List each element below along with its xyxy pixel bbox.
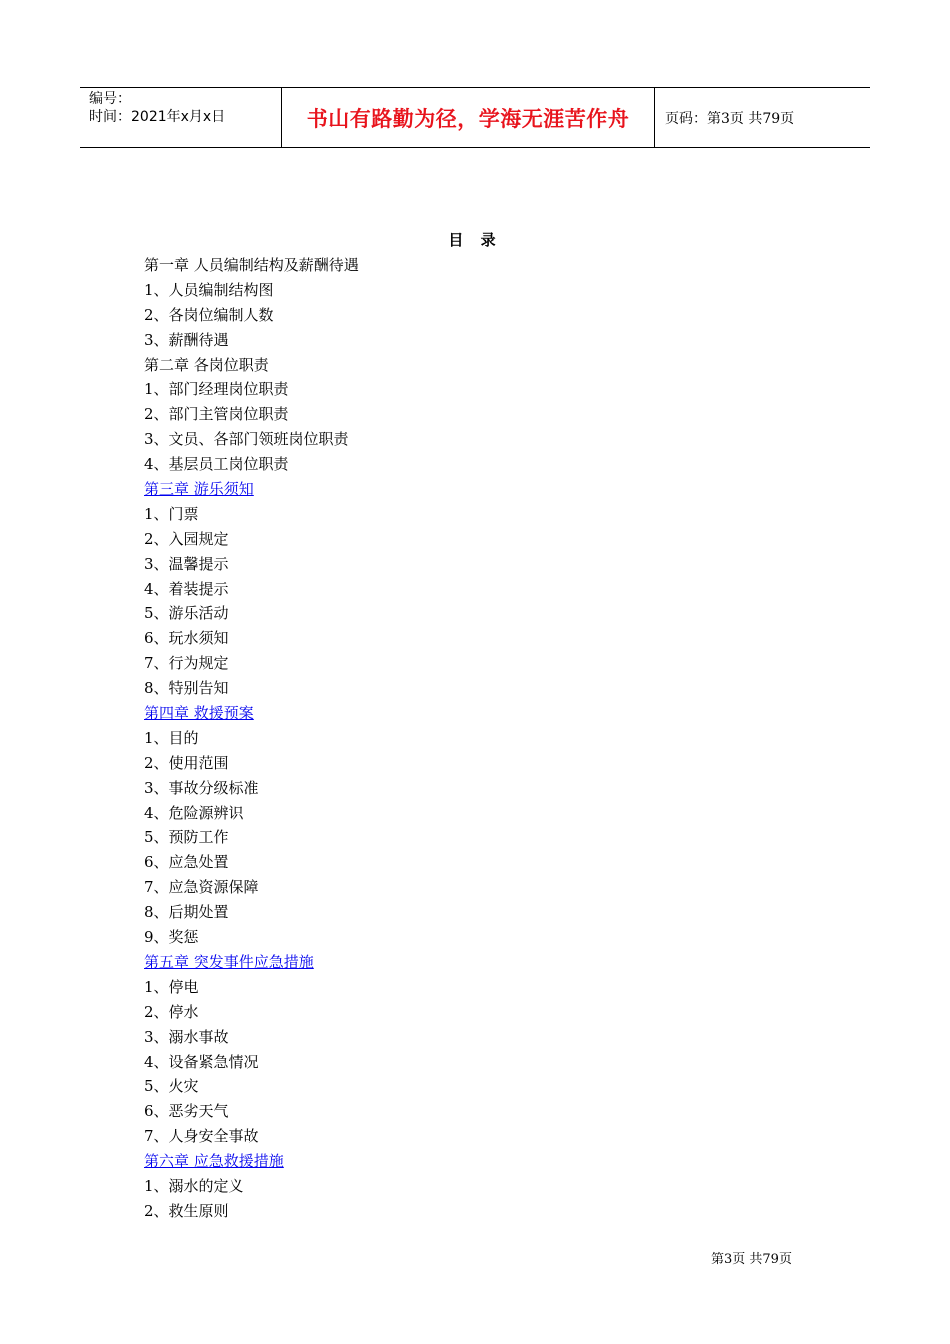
toc-item: 9、奖惩 (144, 928, 199, 947)
toc-item: 1、溺水的定义 (144, 1176, 244, 1195)
toc-item: 4、着装提示 (144, 579, 229, 598)
toc-item: 4、设备紧急情况 (144, 1052, 259, 1071)
toc-chapter-link[interactable]: 第六章 应急救援措施 (144, 1152, 284, 1171)
toc-item: 3、溺水事故 (144, 1027, 229, 1046)
toc-item: 第一章 人员编制结构及薪酬待遇 (144, 256, 359, 274)
toc-item: 2、救生原则 (144, 1201, 229, 1220)
toc-item: 7、应急资源保障 (144, 878, 259, 897)
toc-item: 3、事故分级标准 (144, 778, 259, 797)
toc-title: 目 录 (448, 231, 502, 249)
toc-item: 4、危险源辨识 (144, 803, 244, 822)
toc-item: 1、目的 (144, 728, 199, 747)
toc-item: 1、人员编制结构图 (144, 280, 274, 299)
toc-item: 5、火灾 (144, 1077, 199, 1096)
toc-item: 7、人身安全事故 (144, 1127, 259, 1146)
toc-chapter-link[interactable]: 第三章 游乐须知 (144, 480, 254, 499)
toc-item: 2、停水 (144, 1002, 199, 1021)
toc-item: 2、各岗位编制人数 (144, 305, 274, 324)
toc-item: 2、部门主管岗位职责 (144, 405, 289, 424)
toc-item: 5、游乐活动 (144, 604, 229, 623)
toc-item: 7、行为规定 (144, 654, 229, 673)
toc-item: 2、使用范围 (144, 753, 229, 772)
toc-item: 3、温馨提示 (144, 554, 229, 573)
toc-item: 2、入园规定 (144, 529, 229, 548)
toc-item: 1、部门经理岗位职责 (144, 380, 289, 399)
header-motto: 书山有路勤为径，学海无涯苦作舟 (282, 88, 655, 147)
toc-chapter-link[interactable]: 第五章 突发事件应急措施 (144, 952, 314, 971)
toc-item: 1、停电 (144, 977, 199, 996)
document-number-label: 编号： (89, 91, 131, 107)
toc-item: 第二章 各岗位职责 (144, 355, 269, 374)
toc-item: 8、特别告知 (144, 679, 229, 698)
document-date: 时间：2021年x月x日 (89, 109, 226, 125)
table-of-contents (144, 253, 359, 1224)
page-header (80, 87, 870, 148)
toc-item: 3、薪酬待遇 (144, 330, 229, 349)
toc-item: 4、基层员工岗位职责 (144, 455, 289, 474)
toc-item: 6、应急处置 (144, 853, 229, 872)
toc-item: 3、文员、各部门领班岗位职责 (144, 430, 349, 449)
toc-item: 5、预防工作 (144, 828, 229, 847)
header-meta (80, 88, 282, 147)
toc-item: 8、后期处置 (144, 903, 229, 922)
header-page-number: 页码：第3页 共79页 (665, 110, 795, 127)
toc-item: 1、门票 (144, 504, 199, 523)
toc-item: 6、玩水须知 (144, 629, 229, 648)
toc-item: 6、恶劣天气 (144, 1102, 229, 1121)
toc-chapter-link[interactable]: 第四章 救援预案 (144, 704, 254, 723)
footer-page-number: 第3页 共79页 (711, 1252, 792, 1267)
